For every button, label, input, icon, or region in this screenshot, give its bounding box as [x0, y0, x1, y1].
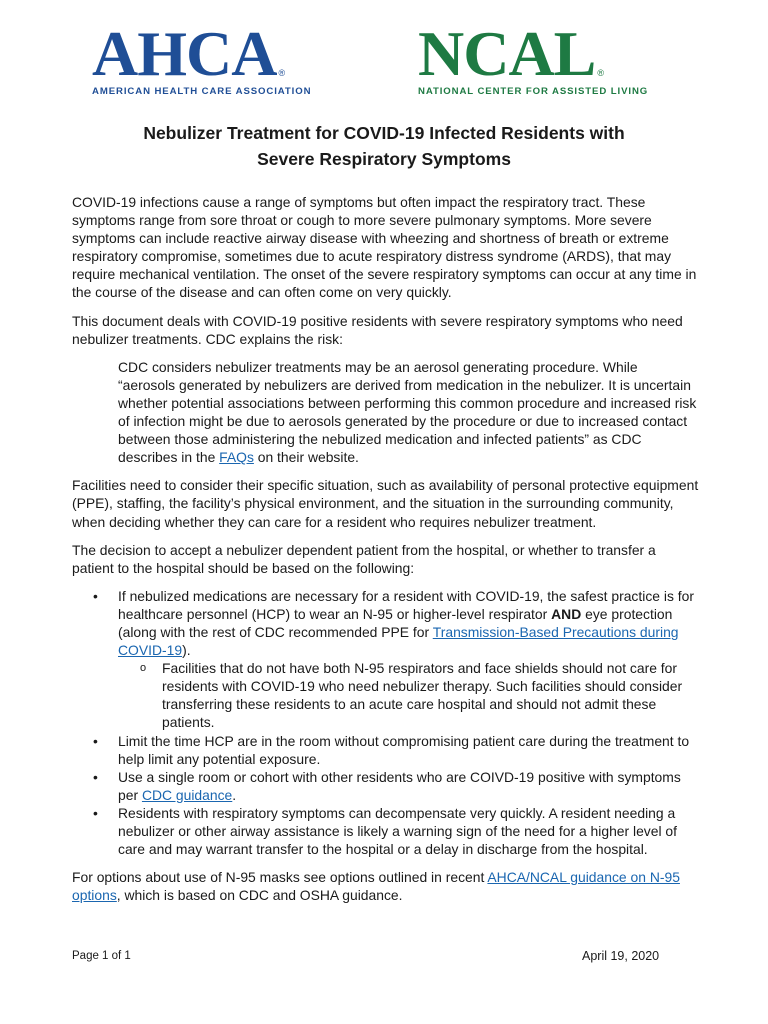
- ncal-registered-mark: ®: [597, 68, 604, 78]
- closing-text-end: , which is based on CDC and OSHA guidance.: [116, 887, 403, 904]
- considerations-paragraph: Facilities need to consider their specific situation, such as availability of personal protective equipment (PPE), staffing, the facility’s physical environment, and the situation in the surrounding community, when deciding whether they can care for a resident who requires nebulizer treatment.: [72, 477, 699, 530]
- decision-paragraph: The decision to accept a nebulizer dependent patient from the hospital, or whether to transfer a patient to the hospital should be based on the following:: [72, 541, 656, 576]
- sub-bullet-icon: o: [140, 662, 147, 675]
- bullet-icon: •: [93, 587, 98, 604]
- cdc-quote: [118, 358, 698, 467]
- ahca-registered-mark: ®: [278, 68, 286, 78]
- closing-text: For options about use of N-95 masks see options outlined in recent: [72, 869, 488, 886]
- sub-list-item: [118, 659, 700, 731]
- closing-paragraph: [72, 868, 700, 904]
- sub-list: [118, 659, 700, 731]
- sub-bullet-text: Facilities that do not have both N-95 respirators and face shields should not care for residents with COVID-19 who need nebulizer therapy. Such facilities should consider transferring these residents to an acute care hospital and should not admit these patients.: [162, 660, 683, 731]
- bullet-icon: •: [93, 768, 98, 785]
- title-line-1: Nebulizer Treatment for COVID-19 Infected Residents with: [143, 123, 625, 143]
- list-item: [72, 587, 700, 732]
- ahca-logo: [92, 18, 362, 97]
- list-item: [72, 768, 700, 804]
- bullet-3-text: Use a single room or cohort with other residents who are COIVD-19 positive with symptoms per: [118, 768, 681, 803]
- list-item: [72, 732, 700, 768]
- transmission-precautions-link[interactable]: Transmission-Based Precautions during COVID-19: [118, 623, 679, 659]
- ncal-logo-mark: NCAL: [418, 18, 596, 89]
- document-title: [72, 120, 696, 172]
- bullet-3-text-end: .: [232, 786, 237, 803]
- list-item: [72, 804, 700, 858]
- ncal-logo: [418, 18, 688, 97]
- title-line-2: Severe Respiratory Symptoms: [257, 149, 511, 169]
- bullet-1-emphasis: AND: [551, 605, 582, 622]
- bullet-1-text: If nebulized medications are necessary for a resident with COVID-19, the safest practice is for healthcare personnel (HCP) to wear an N-95 or higher-level respirator: [118, 587, 694, 622]
- ncal-logo-subtitle: NATIONAL CENTER FOR ASSISTED LIVING: [418, 86, 649, 97]
- ahca-logo-subtitle: AMERICAN HEALTH CARE ASSOCIATION: [92, 86, 312, 97]
- n95-guidance-link[interactable]: AHCA/NCAL guidance on N-95 options: [72, 869, 680, 904]
- cdc-guidance-link[interactable]: CDC guidance: [141, 786, 233, 803]
- page-number: Page 1 of 1: [72, 950, 131, 962]
- intro-paragraph: COVID-19 infections cause a range of symptoms but often impact the respiratory tract. These symptoms range from sore throat or cough to more severe pulmonary symptoms. More severe symptoms can include reactive airway disease with wheezing and shortness of breath or extreme respiratory compromise, sometimes due to acute respiratory distress syndrome (ARDS), that may require mechanical ventilation. The onset of the severe respiratory symptoms can occur at any time in the course of the disease and can often come on very quickly.: [72, 194, 697, 301]
- bullet-1-text-mid: eye protection (along with the rest of CDC recommended PPE for: [118, 605, 673, 640]
- scope-paragraph: This document deals with COVID-19 positive residents with severe respiratory symptoms who need nebulizer treatments. CDC explains the risk:: [72, 312, 683, 347]
- guidance-list: [72, 587, 700, 858]
- ahca-logo-mark: AHCA: [92, 18, 277, 89]
- document-body: [72, 193, 700, 914]
- document-date: April 19, 2020: [582, 949, 660, 963]
- quote-text-end: on their website.: [253, 449, 359, 466]
- bullet-4-text: Residents with respiratory symptoms can decompensate very quickly. A resident needing a nebulizer or other airway assistance is likely a warning sign of the need for a higher level of care and may warrant transfer to the hospital or a delay in discharge from the hospital.: [118, 804, 678, 858]
- bullet-icon: •: [93, 804, 98, 821]
- bullet-2-text: Limit the time HCP are in the room without compromising patient care during the treatment to help limit any potential exposure.: [118, 732, 690, 767]
- bullet-icon: •: [93, 732, 98, 749]
- quote-text: CDC considers nebulizer treatments may be an aerosol generating procedure. While “aerosols generated by nebulizers are derived from medication in the nebulizer. It is uncertain whether potential associations between performing this common procedure and increased risk of infection might be due to aerosols generated by the procedure or due to increased contact between those administering the nebulized medication and infected patients” as CDC describes in the: [118, 358, 697, 466]
- faqs-link[interactable]: FAQs: [219, 449, 254, 466]
- bullet-1-text-end: ).: [182, 642, 191, 659]
